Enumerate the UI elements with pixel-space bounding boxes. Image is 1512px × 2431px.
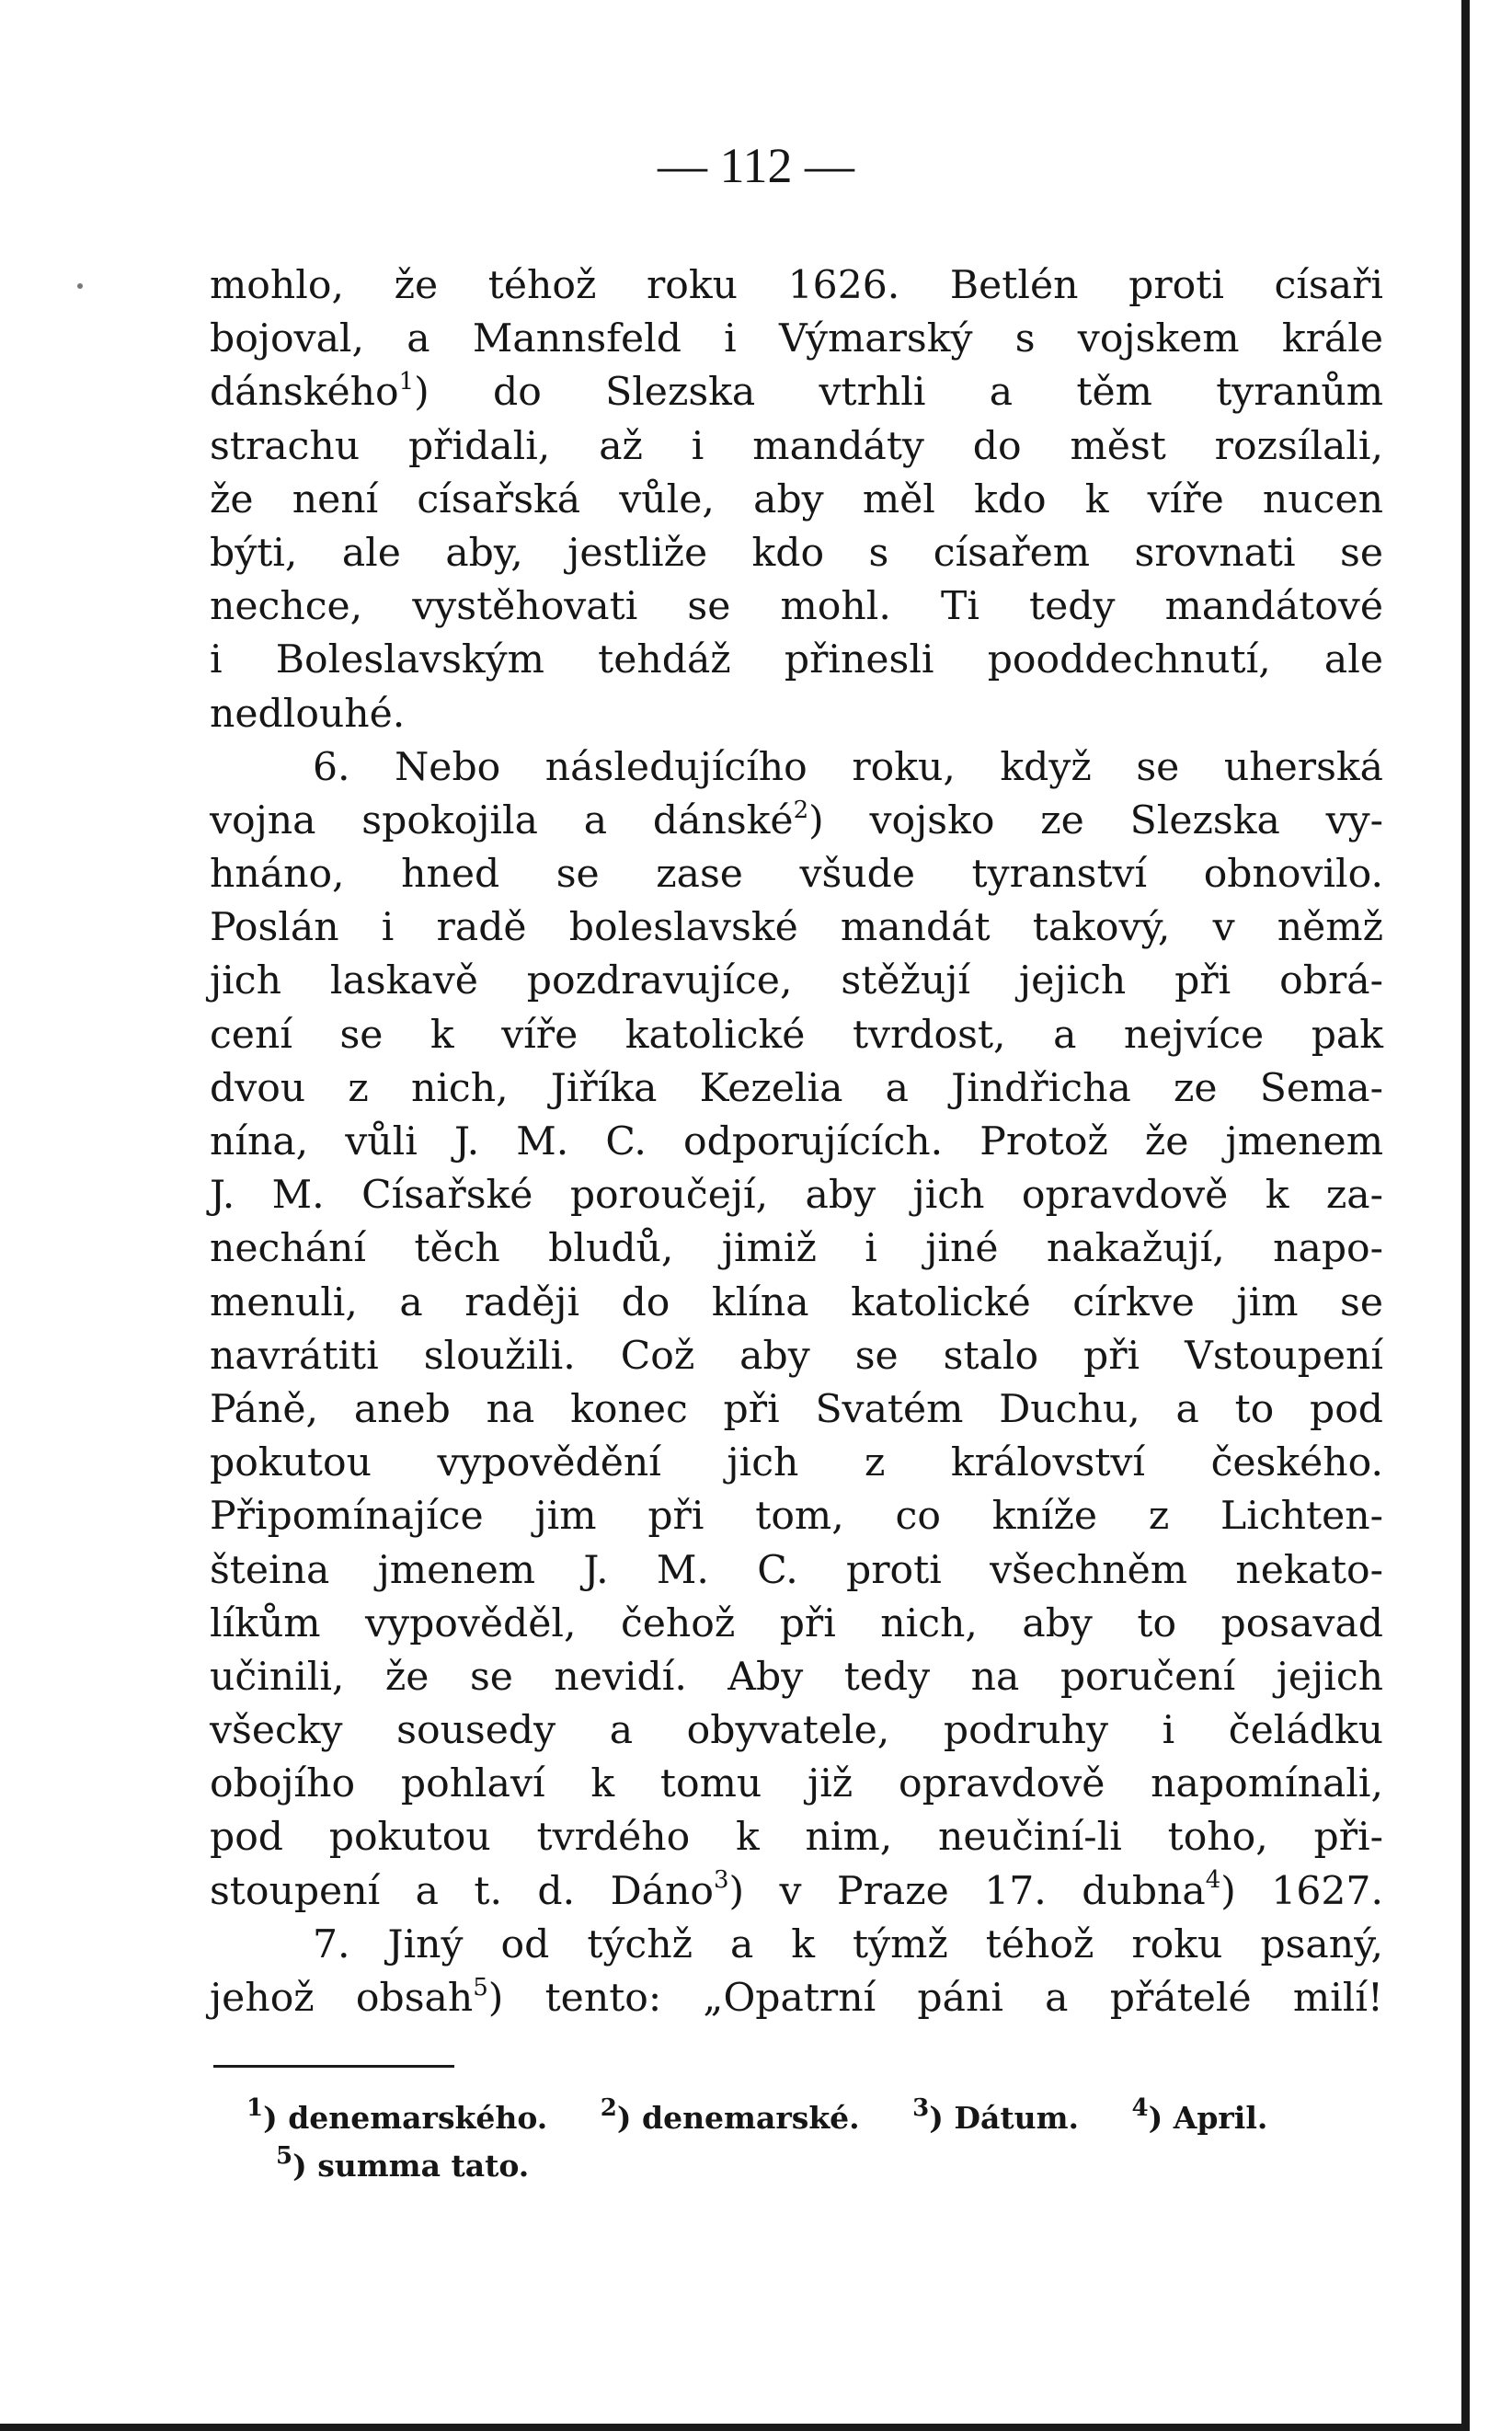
footnotes <box>246 2094 1387 2190</box>
text-line: stoupení a t. d. Dáno$^3$) v Praze 17. dubna$^4$) 1627. <box>210 1866 1383 1914</box>
text-line: hnáno, hned se zase všude tyranství obnovilo. <box>210 852 1383 898</box>
footnote: $^2$) denemarské. <box>600 2094 860 2136</box>
text-line: 6. Nebo následujícího roku, když se uherská <box>313 744 1383 790</box>
page-number: — 112 — <box>658 138 854 193</box>
text-line: mohlo, že téhož roku 1626. Betlén proti císaři <box>210 263 1383 308</box>
text-line: všecky sousedy a obyvatele, podruhy i čeládku <box>210 1708 1383 1754</box>
text-line: šteina jmenem J. M. C. proti všechněm nekato- <box>210 1547 1383 1593</box>
text-line: vojna spokojila a dánské$^2$) vojsko ze Slezska vy- <box>210 796 1383 843</box>
text-line: dánského$^1$) do Slezska vtrhli a těm tyranům <box>210 368 1383 416</box>
footnote: $^4$) April. <box>1131 2094 1268 2136</box>
text-line: strachu přidali, až i mandáty do měst rozsílali, <box>210 423 1383 469</box>
ink-speck <box>77 283 83 289</box>
text-line: nechání těch bludů, jimiž i jiné nakažují, napo- <box>210 1226 1383 1272</box>
text-line: Připomínajíce jim při tom, co kníže z Lichten- <box>210 1494 1383 1540</box>
text-line: bojoval, a Mannsfeld i Výmarský s vojskem krále <box>210 316 1383 362</box>
text-line: pokutou vypovědění jich z království českého. <box>210 1440 1383 1486</box>
text-line: menuli, a raději do klína katolické církve jim se <box>210 1279 1383 1325</box>
text-line: jehož obsah$^5$) tento: „Opatrní páni a přátelé milí! <box>210 1973 1383 2021</box>
text-line: nedlouhé. <box>210 691 406 737</box>
text-line: obojího pohlaví k tomu již opravdově napomínali, <box>210 1761 1383 1807</box>
text-line: že není císařská vůle, aby měl kdo k víře nucen <box>210 476 1383 522</box>
text-line: pod pokutou tvrdého k nim, neučiní-li toho, při- <box>210 1815 1383 1861</box>
text-line: býti, ale aby, jestliže kdo s císařem srovnati se <box>210 530 1383 576</box>
footnote-rule <box>213 2065 454 2068</box>
footnote-ref: 4 <box>1205 1866 1221 1895</box>
text-line: Poslán i radě boleslavské mandát takový, v němž <box>210 905 1383 951</box>
text-line: navrátiti sloužili. Což aby se stalo při Vstoupení <box>210 1333 1383 1379</box>
footnote-ref: 3 <box>713 1866 729 1895</box>
footnote-row <box>246 2142 1387 2190</box>
footnote-ref: 5 <box>473 1973 488 2001</box>
footnote-row <box>246 2094 1387 2142</box>
text-line: 7. Jiný od týchž a k týmž téhož roku psaný, <box>313 1921 1383 1967</box>
body-text <box>210 259 1383 2025</box>
text-line: i Boleslavským tehdáž přinesli pooddechnutí, ale <box>210 637 1383 683</box>
text-line: líkům vypověděl, čehož při nich, aby to posavad <box>210 1600 1383 1646</box>
text-line: jich laskavě pozdravujíce, stěžují jejich při obrá- <box>210 958 1383 1004</box>
footnote-ref: 1 <box>398 368 415 396</box>
text-line: dvou z nich, Jiříka Kezelia a Jindřicha ze Sema- <box>210 1065 1383 1111</box>
footnote: $^1$) denemarského. <box>246 2094 548 2136</box>
text-line: učinili, že se nevidí. Aby tedy na poručení jejich <box>210 1654 1383 1700</box>
text-line: Páně, aneb na konec při Svatém Duchu, a to pod <box>210 1386 1383 1432</box>
text-line: nechce, vystěhovati se mohl. Ti tedy mandátové <box>210 584 1383 630</box>
footnote: $^3$) Dátum. <box>912 2094 1080 2136</box>
text-line: J. M. Císařské poroučejí, aby jich opravdově k za- <box>210 1173 1383 1219</box>
footnote-ref: 2 <box>793 796 809 824</box>
text-line: nína, vůli J. M. C. odporujících. Protož že jmenem <box>210 1119 1383 1164</box>
footnote: $^5$) summa tato. <box>276 2142 530 2184</box>
text-line: cení se k víře katolické tvrdost, a nejvíce pak <box>210 1012 1383 1058</box>
